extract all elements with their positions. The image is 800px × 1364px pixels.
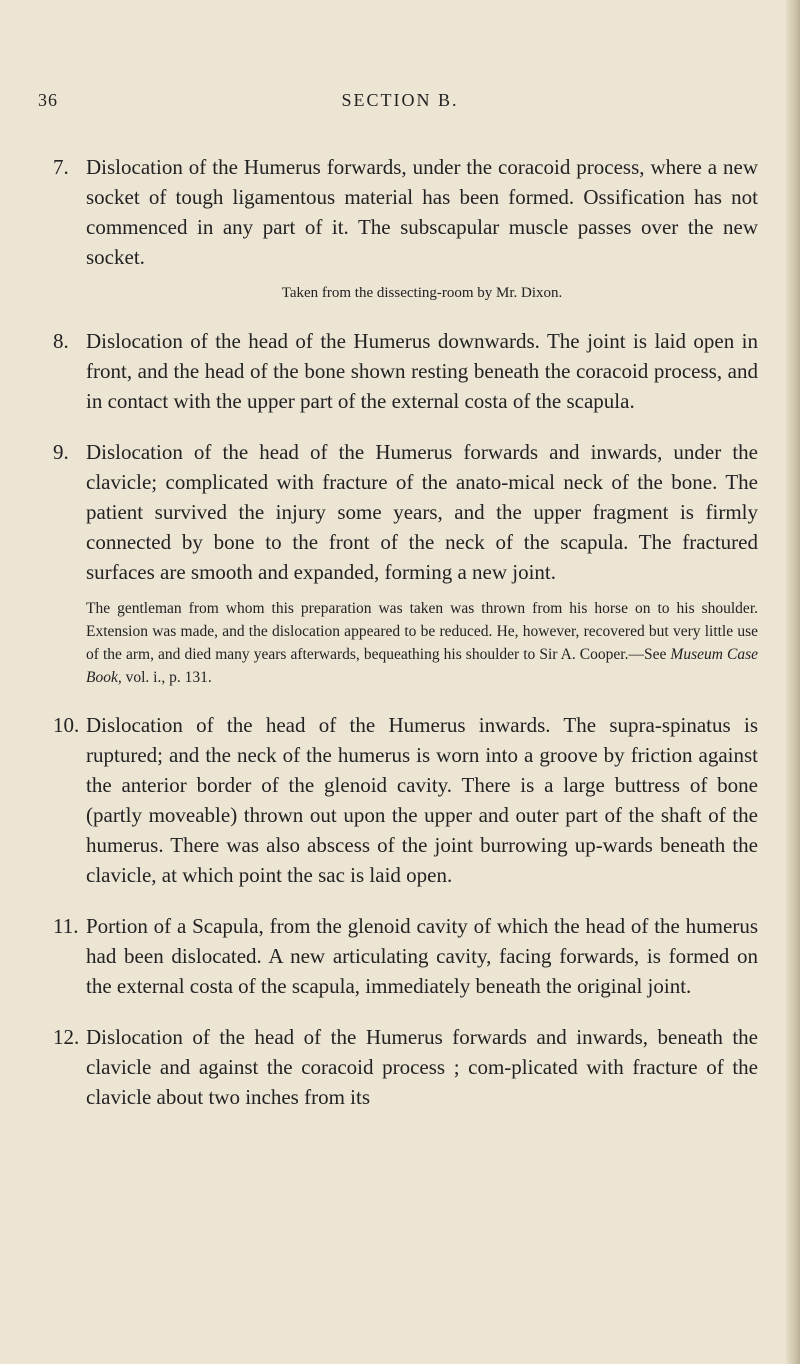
- entry-number: 10.: [53, 713, 80, 737]
- entry-text: Dislocation of the Humerus forwards, under the coracoid process, where a new socket of tough ligamentous material has been formed. Ossification has not commenced in any part of it. The subscapular muscle passes over the new socket.: [86, 155, 758, 269]
- entry-11: [0, 911, 800, 1001]
- entry-text: Dislocation of the head of the Humerus forwards and inwards, under the clavicle; complicated with fracture of the anato-mical neck of the bone. The patient survived the injury some years, and the upper fragment is firmly connected by bone to the front of the neck of the scapula. The fractured surfaces are smooth and expanded, forming a new joint.: [86, 440, 758, 584]
- entry-text: Dislocation of the head of the Humerus forwards and inwards, beneath the clavicle and against the coracoid process ; com-plicated with fracture of the clavicle about two inches from its: [86, 1025, 758, 1109]
- note-reference: vol. i., p. 131.: [121, 669, 212, 686]
- page-header: [0, 86, 800, 116]
- entry-number: 7.: [53, 155, 69, 179]
- note-text: The gentleman from whom this preparation was taken was thrown from his horse on to his shoulder. Extension was made, and the dislocation appeared to be reduced. He, however, recovered but very little use of the arm, and died many years afterwards, bequeathing his shoulder to Sir A. Cooper.—See: [86, 600, 758, 663]
- page-content: [0, 152, 800, 1133]
- entry-text: Dislocation of the head of the Humerus inwards. The supra-spinatus is ruptured; and the neck of the humerus is worn into a groove by friction against the anterior border of the glenoid cavity. There is a large buttress of bone (partly moveable) thrown out upon the upper and outer part of the shaft of the humerus. There was also abscess of the joint burrowing up-wards beneath the clavicle, at which point the sac is laid open.: [86, 713, 758, 887]
- entry-9: [0, 437, 800, 689]
- entry-8: [0, 326, 800, 416]
- entry-10: [0, 710, 800, 890]
- page-number: 36: [38, 90, 58, 110]
- entry-number: 8.: [53, 329, 69, 353]
- entry-text: Dislocation of the head of the Humerus downwards. The joint is laid open in front, and the head of the bone shown resting beneath the coracoid process, and in contact with the upper part of the external costa of the scapula.: [86, 329, 758, 413]
- section-title: SECTION B.: [341, 90, 459, 110]
- note-book-title: Museum Case Book,: [86, 646, 758, 686]
- entry-number: 9.: [53, 440, 69, 464]
- entry-number: 12.: [53, 1025, 80, 1049]
- entry-note: Taken from the dissecting-room by Mr. Dixon.: [281, 285, 563, 301]
- entry-number: 11.: [53, 914, 79, 938]
- entry-7: [0, 152, 800, 305]
- entry-note: [86, 597, 758, 689]
- entry-12: [0, 1022, 800, 1112]
- entry-text: Portion of a Scapula, from the glenoid cavity of which the head of the humerus had been dislocated. A new articulating cavity, facing forwards, is formed on the external costa of the scapula, immediately beneath the original joint.: [86, 914, 758, 998]
